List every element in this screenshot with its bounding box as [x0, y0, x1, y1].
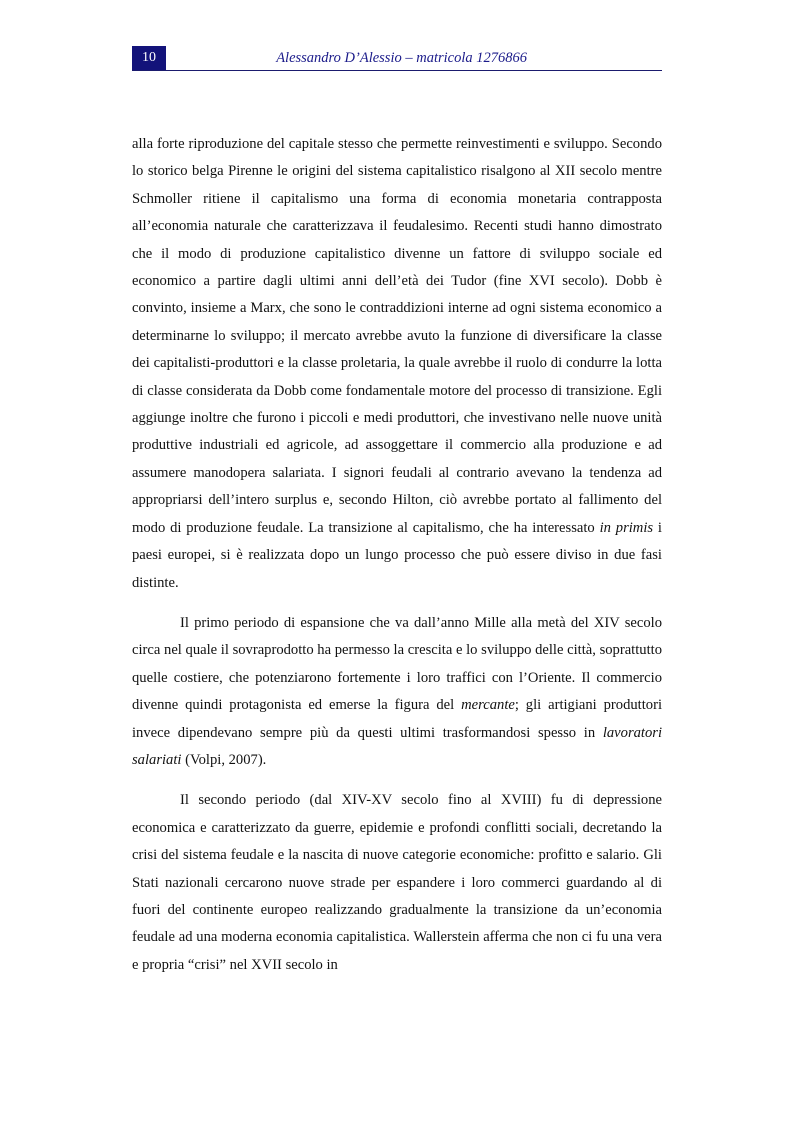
page-header	[132, 46, 662, 71]
paragraph-1	[132, 131, 662, 597]
text-run: Il primo periodo di espansione che va dall’anno Mille alla metà del XIV secolo circa nel quale il sovraprodotto ha permesso la crescita e lo sviluppo delle città, soprattutto quelle costiere, che potenziarono fortemente i loro traffici con l’Oriente. Il commercio divenne quindi protagonista ed emerse la figura del	[132, 614, 662, 714]
page-number: 10	[132, 46, 166, 70]
paragraph-3	[132, 787, 662, 979]
running-title: Alessandro D’Alessio – matricola 1276866	[276, 50, 527, 66]
text-run: Il secondo periodo (dal XIV-XV secolo fino al XVIII) fu di depressione economica e caratterizzato da guerre, epidemie e profondi conflitti sociali, decretando la crisi del sistema feudale e la nascita di nuove categorie economiche: profitto e salario. Gli Stati nazionali cercarono nuove strade per espandere i loro commerci guardando al di fuori del continente europeo realizzando gradualmente la transizione da un’economia feudale ad una moderna economia capitalistica. Wallerstein afferma che non ci fu una vera e propria “crisi” nel XVII secolo in	[132, 792, 662, 973]
text-run: ; gli artigiani produttori invece dipendevano sempre più da questi ultimi trasformandosi spesso in	[132, 697, 662, 741]
body-text	[132, 131, 662, 979]
text-run: alla forte riproduzione del capitale stesso che permette reinvestimenti e sviluppo. Secondo lo storico belga Pirenne le origini del sistema capitalistico risalgono al XII secolo mentre Schmoller ritiene il capitalismo una forma di economia monetaria contrapposta all’economia naturale che caratterizzava il feudalesimo. Recenti studi hanno dimostrato che il modo di produzione capitalistico divenne un fattore di sviluppo sociale ed economico a partire dagli ultimi anni dell’età dei Tudor (fine XVI secolo). Dobb è convinto, insieme a Marx, che sono le contraddizioni interne ad ogni sistema economico a determinarne lo sviluppo; il mercato avrebbe avuto la funzione di diversificare la classe dei capitalisti-produttori e la classe proletaria, la quale avrebbe il ruolo di condurre la lotta di classe considerata da Dobb come fondamentale motore del processo di transizione. Egli aggiunge inoltre che furono i piccoli e medi produttori, che investivano nelle nuove unità produttive industriali ed agricole, ad assoggettare il commercio alla produzione e ad assumere manodopera salariata. I signori feudali al contrario avevano la tendenza ad appropriarsi dell’intero surplus e, secondo Hilton, ciò avrebbe portato al fallimento del modo di produzione feudale. La transizione al capitalismo, che ha interessato	[132, 136, 662, 536]
text-run: (Volpi, 2007).	[181, 751, 267, 768]
paragraph-2	[132, 610, 662, 774]
italic-term-in-primis: in primis	[599, 519, 654, 536]
italic-term-lavoratori-salariati: lavoratori salariati	[132, 724, 662, 768]
italic-term-mercante: mercante	[461, 697, 515, 714]
text-run: i paesi europei, si è realizzata dopo un lungo processo che può essere diviso in due fasi distinte.	[132, 519, 662, 591]
